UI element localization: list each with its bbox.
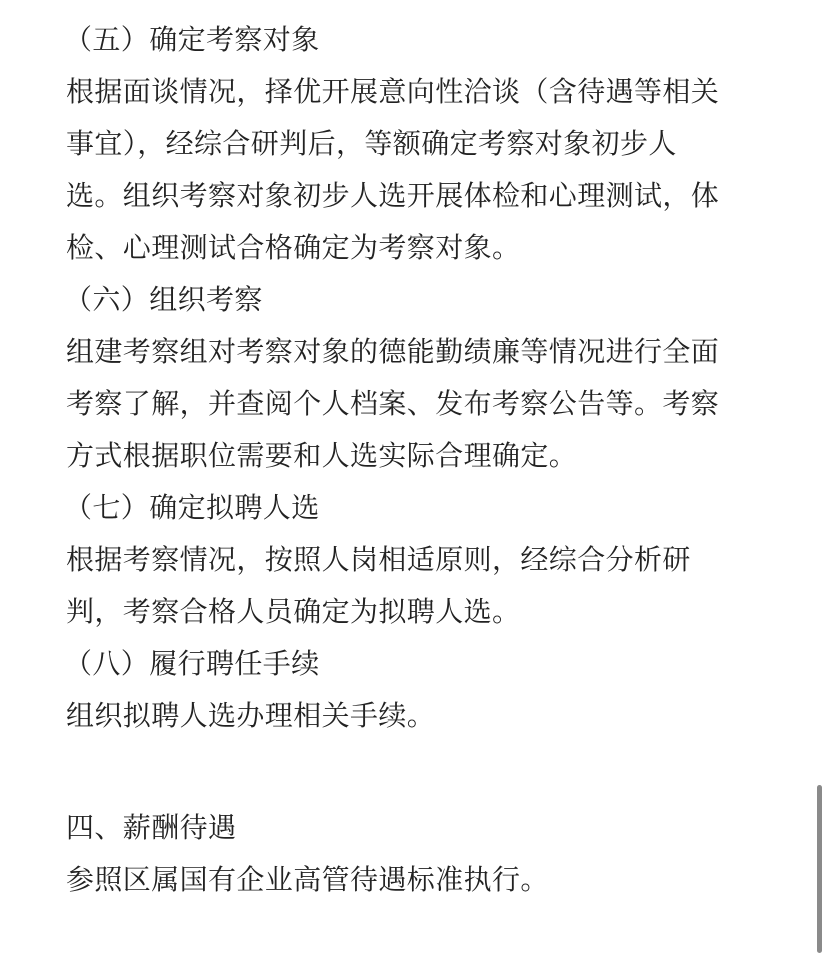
section-heading: （五）确定考察对象 xyxy=(64,23,320,56)
section-heading: （八）履行聘任手续 xyxy=(64,647,320,680)
paragraph-line: 根据考察情况，按照人岗相适原则，经综合分析研 xyxy=(66,543,691,576)
section-heading: 四、薪酬待遇 xyxy=(66,811,237,844)
paragraph-gap xyxy=(66,742,766,802)
paragraph-line: 选。组织考察对象初步人选开展体检和心理测试，体 xyxy=(66,179,720,212)
paragraph-line: 参照区属国有企业高管待遇标准执行。 xyxy=(66,863,549,896)
document-body xyxy=(66,14,766,906)
section-heading: （六）组织考察 xyxy=(64,283,263,316)
paragraph-line: 组建考察组对考察对象的德能勤绩廉等情况进行全面 xyxy=(66,335,720,368)
vertical-scrollbar[interactable] xyxy=(817,785,822,953)
paragraph-line: 方式根据职位需要和人选实际合理确定。 xyxy=(66,439,578,472)
paragraph-line: 判，考察合格人员确定为拟聘人选。 xyxy=(66,595,521,628)
paragraph-line: 检、心理测试合格确定为考察对象。 xyxy=(66,231,521,264)
paragraph-line: 事宜），经综合研判后，等额确定考察对象初步人 xyxy=(66,127,677,160)
paragraph-line: 考察了解，并查阅个人档案、发布考察公告等。考察 xyxy=(66,387,720,420)
paragraph-line: 根据面谈情况，择优开展意向性洽谈（含待遇等相关 xyxy=(66,75,720,108)
section-heading: （七）确定拟聘人选 xyxy=(64,491,320,524)
paragraph-line: 组织拟聘人选办理相关手续。 xyxy=(66,699,436,732)
